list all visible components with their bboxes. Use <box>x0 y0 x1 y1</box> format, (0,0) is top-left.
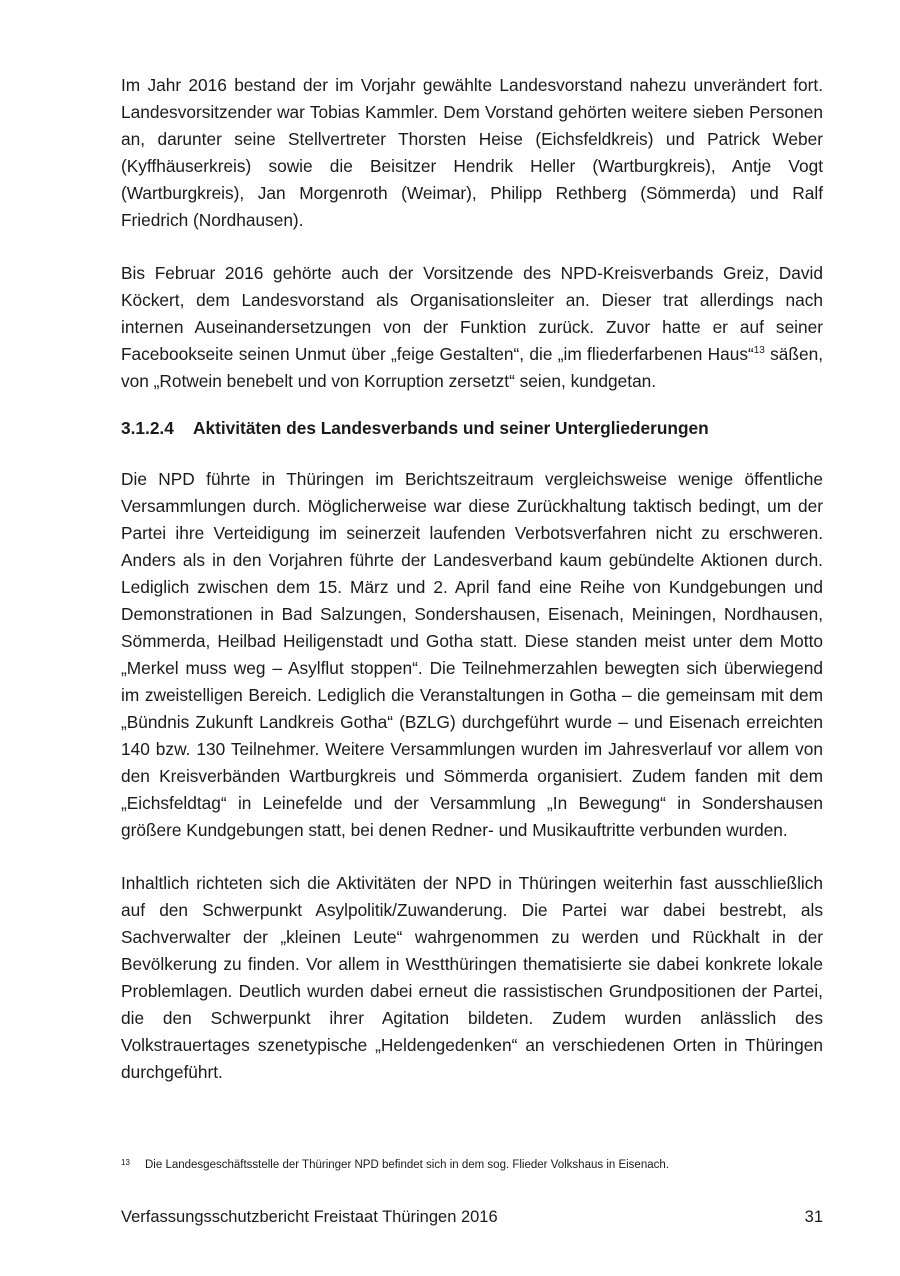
page-body <box>121 72 823 1112</box>
section-heading <box>121 415 823 442</box>
section-title: Aktivitäten des Landesverbands und seiner Untergliederungen <box>193 418 709 438</box>
section-number: 3.1.2.4 <box>121 418 174 438</box>
paragraph-landesvorstand: Im Jahr 2016 bestand der im Vorjahr gewählte Landesvorstand nahezu unverändert fort. Landesvorsitzender war Tobias Kammler. Dem Vorstand gehörten weitere sieben Personen an, darunter seine Stellvertreter Thorsten Heise (Eichsfeldkreis) und Patrick Weber (Kyffhäuserkreis) sowie die Beisitzer Hendrik Heller (Wartburgkreis), Antje Vogt (Wartburgkreis), Jan Morgenroth (Weimar), Philipp Rethberg (Sömmerda) und Ralf Friedrich (Nordhausen). <box>121 75 823 230</box>
paragraph-koeckert-text-end: säßen, von „Rotwein benebelt und von Korruption zersetzt“ seien, kundgetan. <box>121 344 823 391</box>
footnote <box>121 1157 823 1173</box>
footnote-mark: 13 <box>121 1158 130 1167</box>
paragraph-versammlungen: Die NPD führte in Thüringen im Berichtszeitraum vergleichsweise wenige öffentliche Versammlungen durch. Möglicherweise war diese Zurückhaltung taktisch bedingt, um der Partei ihre Verteidigung im seinerzeit laufenden Verbotsverfahren nicht zu erschweren. Anders als in den Vorjahren führte der Landesverband kaum gebündelte Aktionen durch. Lediglich zwischen dem 15. März und 2. April fand eine Reihe von Kundgebungen und Demonstrationen in Bad Salzungen, Sondershausen, Eisenach, Meiningen, Nordhausen, Sömmerda, Heilbad Heiligenstadt und Gotha statt. Diese standen meist unter dem Motto „Merkel muss weg – Asylflut stoppen“. Die Teilnehmerzahlen bewegten sich überwiegend im zweistelligen Bereich. Lediglich die Veranstaltungen in Gotha – die gemeinsam mit dem „Bündnis Zukunft Landkreis Gotha“ (BZLG) durchgeführt wurde – und Eisenach erreichten 140 bzw. 130 Teilnehmer. Weitere Versammlungen wurden im Jahresverlauf vor allem von den Kreisverbänden Wartburgkreis und Sömmerda organisiert. Zudem fanden mit dem „Eichsfeldtag“ in Leinefelde und der Versammlung „In Bewegung“ in Sondershausen größere Kundgebungen statt, bei denen Redner- und Musikauftritte verbunden wurden. <box>121 469 823 840</box>
footnote-reference[interactable]: 13 <box>753 345 765 356</box>
paragraph-inhaltlich: Inhaltlich richteten sich die Aktivitäten der NPD in Thüringen weiterhin fast ausschließlich auf den Schwerpunkt Asylpolitik/Zuwanderung. Die Partei war dabei bestrebt, als Sachverwalter der „kleinen Leute“ wahrgenommen zu werden und Rückhalt in der Bevölkerung zu finden. Vor allem in Westthüringen thematisierte sie dabei konkrete lokale Problemlagen. Deutlich wurden dabei erneut die rassistischen Grundpositionen der Partei, die den Schwerpunkt ihrer Agitation bildeten. Zudem wurden anlässlich des Volkstrauertages szenetypische „Heldengedenken“ an verschiedenen Orten in Thüringen durchgeführt. <box>121 873 823 1082</box>
page-number: 31 <box>804 1208 823 1226</box>
footnote-text: Die Landesgeschäftsstelle der Thüringer NPD befindet sich in dem sog. Flieder Volkshaus in Eisenach. <box>145 1159 669 1171</box>
paragraph-koeckert-text: Bis Februar 2016 gehörte auch der Vorsitzende des NPD-Kreisverbands Greiz, David Köckert, dem Landesvorstand als Organisationsleiter an. Dieser trat allerdings nach internen Auseinandersetzungen von der Funktion zurück. Zuvor hatte er auf seiner Facebookseite seinen Unmut über „feige Gestalten“, die „im fliederfarbenen Haus“ <box>121 263 823 364</box>
paragraph-koeckert <box>121 260 823 395</box>
page-footer <box>121 1205 823 1229</box>
footer-title: Verfassungsschutzbericht Freistaat Thüringen 2016 <box>121 1208 498 1226</box>
